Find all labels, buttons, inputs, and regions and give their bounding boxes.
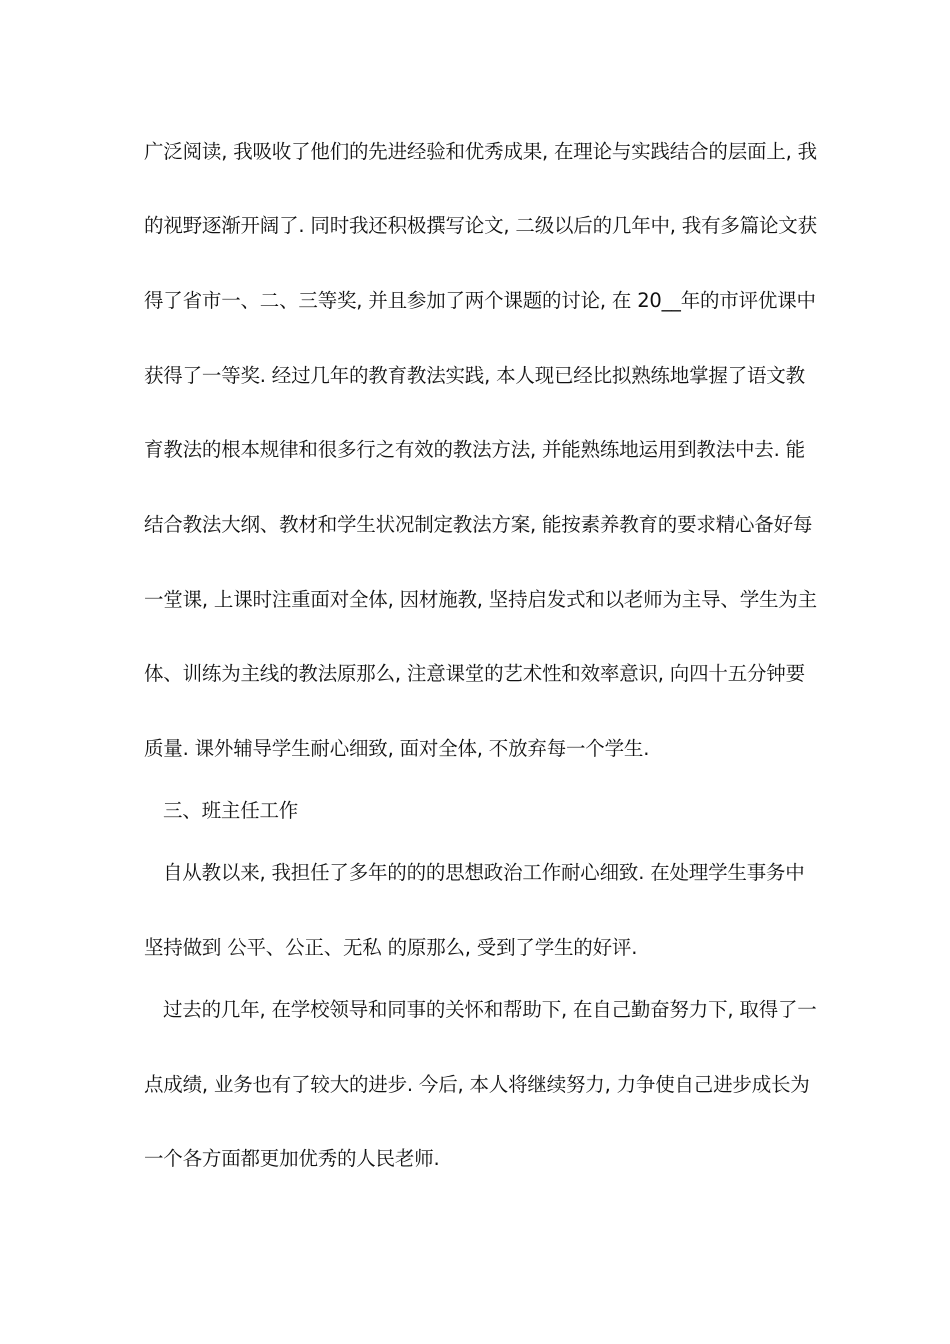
paragraph-line: 体、训练为主线的教法原那么, 注意课堂的艺术性和效率意识, 向四十五分钟要 <box>144 662 805 685</box>
paragraph-line: 的视野逐渐开阔了. 同时我还积极撰写论文, 二级以后的几年中, 我有多篇论文获 <box>144 214 817 237</box>
paragraph-line: 获得了一等奖. 经过几年的教育教法实践, 本人现已经比拟熟练地掌握了语文教 <box>144 364 805 387</box>
paragraph-line: 得了省市一、二、三等奖, 并且参加了两个课题的讨论, 在 20__年的市评优课中 <box>144 289 816 312</box>
paragraph-line: 质量. 课外辅导学生耐心细致, 面对全体, 不放弃每一个学生. <box>144 737 650 760</box>
paragraph-line: 育教法的根本规律和很多行之有效的教法方法, 并能熟练地运用到教法中去. 能 <box>144 438 805 461</box>
paragraph-line: 过去的几年, 在学校领导和同事的关怀和帮助下, 在自己勤奋努力下, 取得了一 <box>163 998 817 1021</box>
paragraph-line: 自从教以来, 我担任了多年的的的思想政治工作耐心细致. 在处理学生事务中 <box>163 861 805 884</box>
section-heading: 三、班主任工作 <box>163 799 299 822</box>
paragraph-line: 一个各方面都更加优秀的人民老师. <box>144 1147 440 1170</box>
paragraph-line: 一堂课, 上课时注重面对全体, 因材施教, 坚持启发式和以老师为主导、学生为主 <box>144 588 817 611</box>
paragraph-line: 结合教法大纲、教材和学生状况制定教法方案, 能按素养教育的要求精心备好每 <box>144 513 813 536</box>
paragraph-line: 坚持做到 公平、公正、无私 的原那么, 受到了学生的好评. <box>144 936 638 959</box>
paragraph-line: 广泛阅读, 我吸收了他们的先进经验和优秀成果, 在理论与实践结合的层面上, 我 <box>144 140 817 163</box>
paragraph-line: 点成绩, 业务也有了较大的进步. 今后, 本人将继续努力, 力争使自己进步成长为 <box>144 1073 810 1096</box>
